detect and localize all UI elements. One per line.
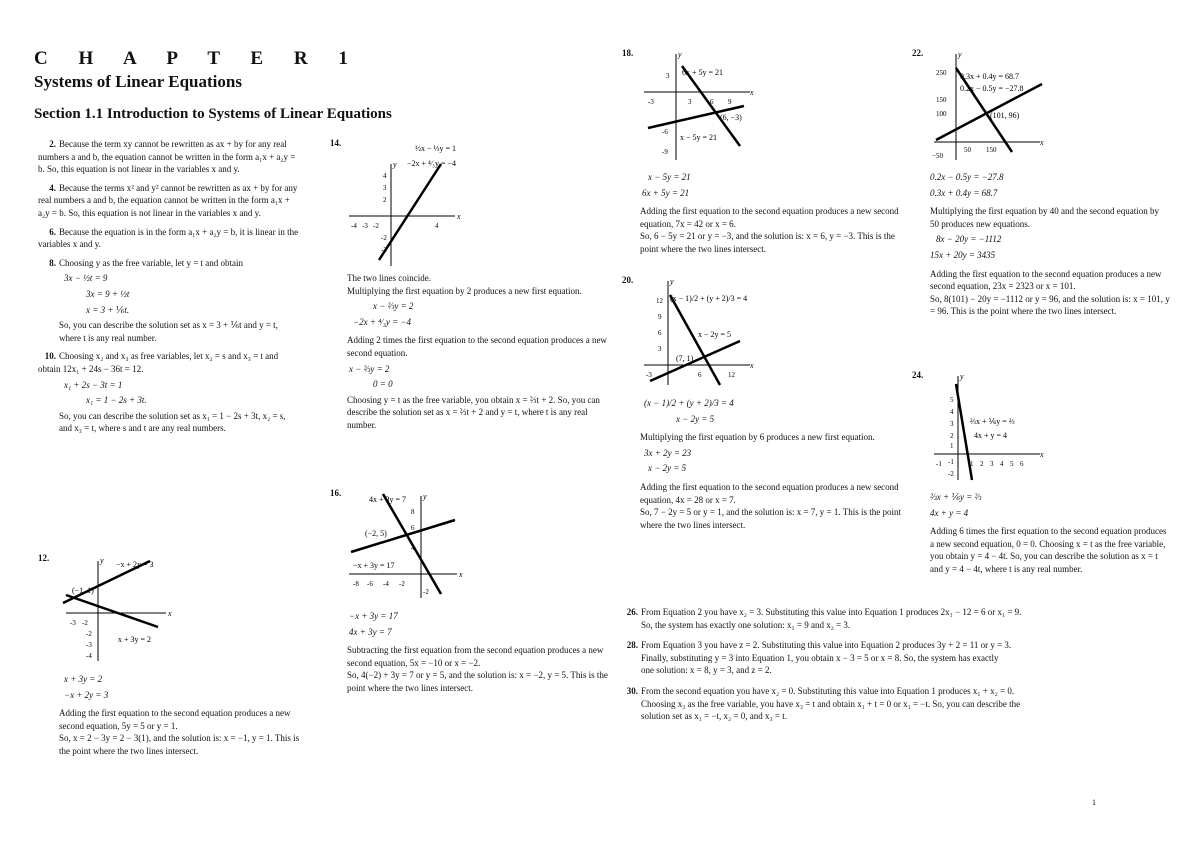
svg-text:−50: −50	[932, 152, 943, 160]
graph-24	[930, 372, 1050, 484]
svg-text:250: 250	[936, 69, 947, 77]
svg-text:x + 3y = 2: x + 3y = 2	[118, 635, 152, 644]
svg-text:-2: -2	[373, 222, 379, 230]
svg-text:6: 6	[411, 524, 415, 532]
svg-text:2: 2	[980, 460, 984, 468]
page-number: 1	[1092, 798, 1096, 807]
svg-text:-3: -3	[70, 619, 76, 627]
svg-text:x: x	[750, 88, 754, 97]
svg-text:(101, 96): (101, 96)	[990, 111, 1020, 120]
svg-text:-6: -6	[662, 128, 668, 136]
exercise-30: 30. From the second equation you have x₂ = 0. Substituting this value into Equation 1 produces x₁ + x₂ = 0. Choosing x₃ as the free variable, you have x₃ = t and obtain x₁ + t = 0 or x₁ = −t. So, you can describe the solution set as x₁ = −t, x₂ = 0, and x₃ = t.	[626, 685, 1021, 722]
svg-text:(7, 1): (7, 1)	[676, 354, 694, 363]
svg-text:-9: -9	[662, 148, 668, 156]
graph-20	[640, 277, 760, 389]
svg-text:(−1, 1): (−1, 1)	[72, 586, 94, 595]
svg-text:-2: -2	[423, 588, 429, 596]
svg-text:½x − ⅓y = 1: ½x − ⅓y = 1	[415, 144, 457, 153]
svg-text:-8: -8	[353, 580, 359, 588]
svg-text:-4: -4	[351, 222, 357, 230]
svg-text:y: y	[393, 160, 397, 169]
exercise-22-text: 0.2x − 0.5y = −27.8 0.3x + 0.4y = 68.7 Multiplying the first equation by 40 and the second equation by 50 produces new equations. 8x − 20y = −1112 15x + 20y = 3435 Adding the first equation to the second equation produces a new second equation, 23x = 2323 or x = 101. So, 8(101) − 20y = −1112 or y = 96, and the solution is: x = 101, y = 96. This is the point where the two lines intersect.	[930, 172, 1170, 317]
svg-text:x: x	[750, 361, 754, 370]
svg-text:-3: -3	[648, 98, 654, 106]
svg-text:⅔x + ⅙y = ⅔: ⅔x + ⅙y = ⅔	[970, 417, 1015, 426]
exercise-6: 6. Because the equation is in the form a₁x + a₂y = b, it is linear in the variables x and y.	[38, 226, 299, 250]
svg-text:x: x	[459, 570, 463, 579]
svg-text:y: y	[670, 277, 674, 286]
svg-text:5: 5	[1010, 460, 1014, 468]
svg-text:4: 4	[383, 172, 387, 180]
svg-text:-3: -3	[86, 641, 92, 649]
svg-text:-3: -3	[381, 246, 387, 254]
svg-text:x: x	[1040, 450, 1044, 459]
svg-text:12: 12	[656, 297, 663, 305]
svg-text:x − 2y = 5: x − 2y = 5	[698, 330, 732, 339]
exercise-12-number: 12.	[38, 553, 50, 563]
svg-text:-3: -3	[646, 371, 652, 379]
svg-text:8: 8	[411, 508, 415, 516]
svg-text:6: 6	[710, 98, 714, 106]
svg-text:3: 3	[666, 72, 670, 80]
svg-text:(6, −3): (6, −3)	[720, 113, 742, 122]
svg-text:-1: -1	[948, 458, 954, 466]
exercise-24-number: 24.	[912, 370, 924, 380]
svg-text:y: y	[100, 556, 104, 565]
svg-text:2: 2	[383, 196, 387, 204]
exercise-14-number: 14.	[330, 138, 342, 148]
svg-text:−x + 3y = 17: −x + 3y = 17	[353, 561, 395, 570]
column-1	[38, 138, 300, 441]
svg-text:(x − 1)/2 + (y + 2)/3 = 4: (x − 1)/2 + (y + 2)/3 = 4	[670, 294, 748, 303]
chapter-label: C H A P T E R 1	[34, 48, 361, 69]
svg-text:9: 9	[658, 313, 662, 321]
exercise-8: 8. Choosing y as the free variable, let y = t and obtain 3x − ½t = 9 3x = 9 + ½t x = 3 + ⅙t. So, you can describe the solution set as x = 3 + ⅙t and y = t, where t is any real number.	[49, 257, 278, 343]
svg-text:0.3x + 0.4y = 68.7: 0.3x + 0.4y = 68.7	[960, 72, 1020, 81]
graph-18	[640, 50, 760, 166]
svg-text:y: y	[678, 50, 682, 59]
svg-text:-2: -2	[86, 630, 92, 638]
svg-text:6x + 5y = 21: 6x + 5y = 21	[682, 68, 724, 77]
svg-text:3: 3	[990, 460, 994, 468]
svg-text:6: 6	[1020, 460, 1024, 468]
graph-12	[58, 555, 208, 665]
exercise-28: 28. From Equation 3 you have z = 2. Substituting this value into Equation 2 produces 3y + 2 = 11 or y = 3. Finally, substituting y = 3 into Equation 1, you obtain x − 3 = 5 or x = 8. So, the system has exactly one solution: x = 8, y = 3, and z = 2.	[626, 640, 1012, 676]
svg-text:-2: -2	[948, 470, 954, 478]
svg-text:12: 12	[728, 371, 735, 379]
svg-text:3: 3	[950, 420, 954, 428]
svg-text:y: y	[423, 492, 427, 501]
svg-text:150: 150	[936, 96, 947, 104]
svg-text:x: x	[1040, 138, 1044, 147]
svg-text:4: 4	[1000, 460, 1004, 468]
exercise-16-number: 16.	[330, 488, 342, 498]
exercise-26: 26. From Equation 2 you have x₂ = 3. Substituting this value into Equation 1 produces 2x₁ − 12 = 6 or x₁ = 9. So, the system has exactly one solution: x₁ = 9 and x₂ = 3.	[626, 607, 1022, 630]
graph-14	[345, 140, 495, 268]
svg-text:2: 2	[950, 432, 954, 440]
exercise-12-text: x + 3y = 2 −x + 2y = 3 Adding the first equation to the second equation produces a new second equation, 5y = 5 or y = 1. So, x = 2 − 3y = 2 − 3(1), and the solution is: x = −1, y = 1. This is the point where the two lines intersect.	[59, 674, 300, 756]
svg-text:−2x + ⁴⁄₃y = −4: −2x + ⁴⁄₃y = −4	[407, 159, 456, 168]
exercise-22-number: 22.	[912, 48, 924, 58]
svg-text:3: 3	[383, 184, 387, 192]
svg-text:3: 3	[658, 345, 662, 353]
graph-16	[345, 490, 495, 602]
svg-text:x: x	[457, 212, 461, 221]
chapter-title: Systems of Linear Equations	[34, 72, 242, 91]
svg-text:1: 1	[950, 442, 954, 450]
svg-text:(−2, 5): (−2, 5)	[365, 529, 387, 538]
svg-text:x: x	[168, 609, 172, 618]
svg-text:x − 5y = 21: x − 5y = 21	[680, 133, 718, 142]
exercise-16-text: −x + 3y = 17 4x + 3y = 7 Subtracting the first equation from the second equation produces a new second equation, 5x = −10 or x = −2. So, 4(−2) + 3y = 7 or y = 5, and the solution is: x = −2, y = 5. This is the point where the two lines intersect.	[347, 611, 608, 693]
exercise-2: 2. Because the term xy cannot be rewritten as ax + by for any real numbers a and b, the equation cannot be written in the form a₁x + a₂y = b. So, this equation is not linear in the variables x and y.	[38, 139, 296, 175]
exercise-18-number: 18.	[622, 48, 634, 58]
svg-text:4x + y = 4: 4x + y = 4	[974, 431, 1008, 440]
svg-text:−x + 2y = 3: −x + 2y = 3	[116, 560, 154, 569]
exercise-10: 10. Choosing x₂ and x₃ as free variables, let x₂ = s and x₃ = t and obtain 12x₁ + 24s − 36t = 12. x₁ + 2s − 3t = 1 x₁ = 1 − 2s + 3t. So, you can describe the solution set as x₁ = 1 − 2s + 3t, x₂ = s, and x₃ = t, where s and t are any real numbers.	[38, 351, 286, 434]
exercise-14-text: The two lines coincide. Multiplying the first equation by 2 produces a new first equation. x − ⅔y = 2 −2x + ⁴⁄₃y = −4 Adding 2 times the first equation to the second equation produces a new second equation. x − ⅔y = 2 0 = 0 Choosing y = t as the free variable, you obtain x = ⅔t + 2. So, you can describe the solution set as x = ⅔t + 2 and y = t, where t is any real number.	[347, 273, 607, 430]
svg-text:-6: -6	[367, 580, 373, 588]
exercise-20-text: (x − 1)/2 + (y + 2)/3 = 4 x − 2y = 5 Multiplying the first equation by 6 produces a new first equation. 3x + 2y = 23 x − 2y = 5 Adding the first equation to the second equation produces a new second equation, 4x = 28 or x = 7. So, 7 − 2y = 5 or y = 1, and the solution is: x = 7, y = 1. This is the point where the two lines intersect.	[640, 398, 901, 530]
svg-text:150: 150	[986, 146, 997, 154]
svg-text:-4: -4	[86, 652, 92, 660]
exercise-20-number: 20.	[622, 275, 634, 285]
exercise-24-text: ⅔x + ⅙y = ⅔ 4x + y = 4 Adding 6 times the first equation to the second equation produces a new second equation, 0 = 0. Choosing x = t as the free variable, you obtain y = 4 − 4t. So, you can describe the solution as x = t and y = 4 − 4t, where t is any real number.	[930, 492, 1167, 574]
svg-text:3: 3	[688, 98, 692, 106]
section-title: Section 1.1 Introduction to Systems of Linear Equations	[34, 106, 392, 122]
exercise-4: 4. Because the terms x² and y² cannot be rewritten as ax + by for any real numbers a and b, the equation cannot be written in the form a₁x + a₂y = b. So, this equation is not linear in the variables x and y.	[38, 182, 298, 218]
svg-text:-3: -3	[362, 222, 368, 230]
svg-text:6: 6	[658, 329, 662, 337]
svg-text:0.2x − 0.5y = −27.8: 0.2x − 0.5y = −27.8	[960, 84, 1024, 93]
svg-text:y: y	[958, 50, 962, 59]
exercises-26-30	[620, 606, 1150, 729]
svg-text:100: 100	[936, 110, 947, 118]
svg-text:-4: -4	[383, 580, 389, 588]
svg-text:-2: -2	[82, 619, 88, 627]
svg-text:4: 4	[435, 222, 439, 230]
svg-text:-2: -2	[381, 234, 387, 242]
svg-text:5: 5	[950, 396, 954, 404]
svg-text:50: 50	[964, 146, 971, 154]
svg-text:-2: -2	[399, 580, 405, 588]
svg-text:4x + 3y = 7: 4x + 3y = 7	[369, 495, 407, 504]
svg-text:9: 9	[728, 98, 732, 106]
svg-text:-1: -1	[936, 460, 942, 468]
exercise-18-text: x − 5y = 21 6x + 5y = 21 Adding the first equation to the second equation produces a new second equation, 7x = 42 or x = 6. So, 6 − 5y = 21 or y = −3, and the solution is: x = 6, y = −3. This is the point where the two lines intersect.	[640, 172, 899, 254]
svg-text:1: 1	[970, 460, 974, 468]
graph-22	[930, 50, 1070, 166]
svg-text:6: 6	[698, 371, 702, 379]
svg-text:y: y	[960, 372, 964, 381]
svg-text:4: 4	[411, 544, 415, 552]
svg-text:4: 4	[950, 408, 954, 416]
